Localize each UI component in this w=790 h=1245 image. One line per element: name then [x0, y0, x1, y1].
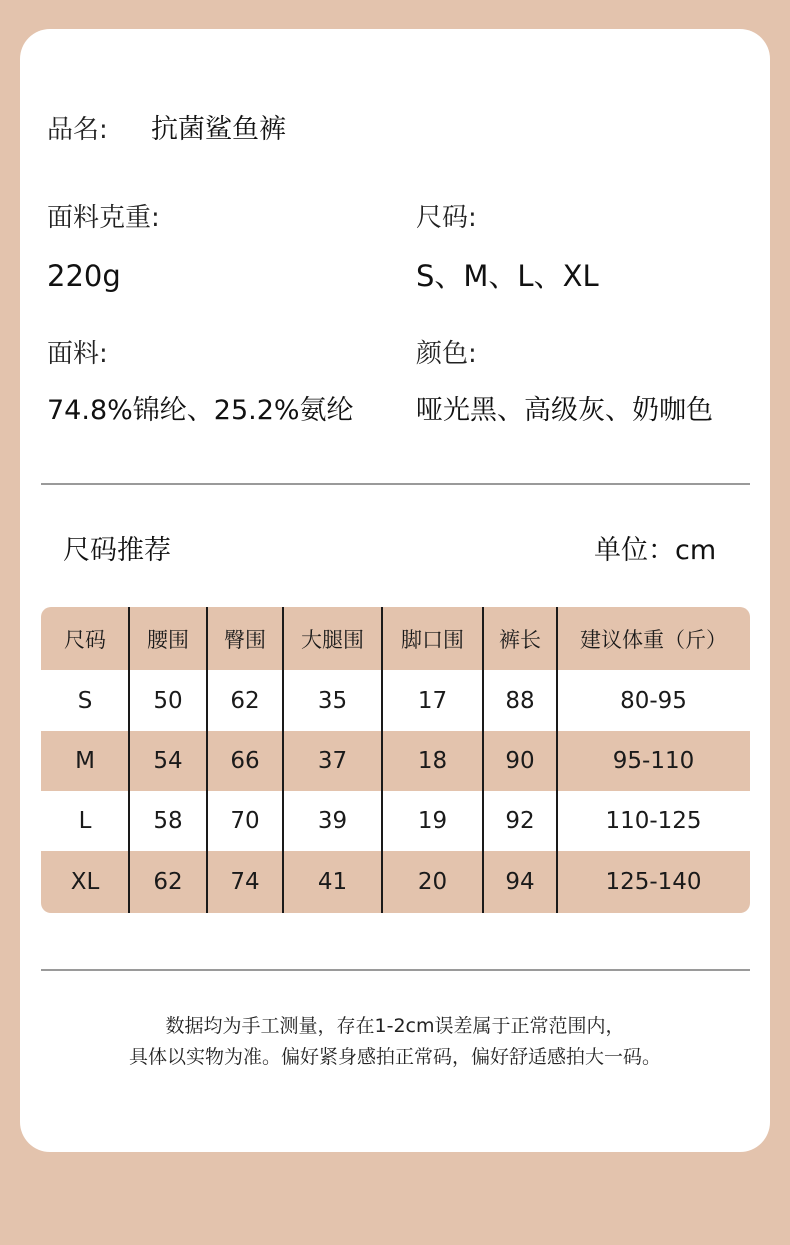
cell-size: M — [75, 748, 95, 774]
cell-thigh: 35 — [317, 687, 348, 714]
cell-hem: 17 — [417, 687, 448, 714]
size-table — [41, 607, 750, 913]
column-separator — [282, 607, 284, 913]
header-hip: 臀围 — [224, 627, 266, 652]
divider-bottom — [41, 969, 750, 971]
unit-label: 单位：cm — [594, 535, 717, 566]
cell-weight: 80-95 — [620, 687, 687, 714]
fabric-weight-label: 面料克重: — [47, 203, 160, 233]
divider-top — [41, 483, 750, 485]
cell-weight: 125-140 — [605, 869, 702, 895]
product-info-card — [20, 29, 770, 1152]
cell-length: 88 — [505, 687, 535, 714]
column-separator — [206, 607, 208, 913]
size-value: S、M、L、XL — [416, 259, 599, 293]
cell-thigh: 39 — [317, 808, 348, 834]
product-name-value: 抗菌鲨鱼裤 — [151, 114, 286, 145]
cell-thigh: 41 — [317, 869, 348, 895]
table-row — [41, 851, 750, 913]
cell-waist: 50 — [153, 687, 183, 714]
cell-hip: 74 — [230, 869, 260, 895]
cell-length: 90 — [505, 748, 535, 774]
cell-weight: 110-125 — [605, 808, 702, 834]
measurement-note-line2: 具体以实物为准。偏好紧身感拍正常码，偏好舒适感拍大一码。 — [128, 1046, 661, 1068]
cell-waist: 58 — [153, 808, 183, 834]
measurement-note-line1: 数据均为手工测量，存在1-2cm误差属于正常范围内， — [165, 1015, 625, 1037]
header-thigh: 大腿围 — [301, 627, 364, 652]
cell-length: 94 — [505, 869, 535, 895]
cell-hem: 20 — [417, 869, 448, 895]
color-label: 颜色: — [416, 339, 477, 369]
cell-thigh: 37 — [317, 748, 348, 774]
cell-size: S — [77, 687, 93, 714]
column-separator — [381, 607, 383, 913]
cell-length: 92 — [505, 808, 535, 834]
table-row — [41, 791, 750, 851]
cell-size: XL — [70, 869, 100, 895]
cell-waist: 54 — [153, 748, 183, 774]
header-waist: 腰围 — [147, 627, 189, 652]
size-label: 尺码: — [416, 203, 477, 233]
table-row — [41, 731, 750, 791]
cell-size: L — [78, 808, 92, 834]
column-separator — [556, 607, 558, 913]
table-header-row — [41, 607, 750, 670]
color-value: 哑光黑、高级灰、奶咖色 — [416, 395, 713, 426]
table-row — [41, 670, 750, 731]
fabric-value: 74.8%锦纶、25.2%氨纶 — [47, 395, 354, 426]
header-hem: 脚口围 — [401, 627, 464, 652]
fabric-weight-value: 220g — [47, 259, 121, 293]
product-name-label: 品名: — [47, 115, 108, 145]
cell-waist: 62 — [153, 869, 183, 895]
column-separator — [128, 607, 130, 913]
cell-hip: 66 — [230, 748, 260, 774]
header-weight: 建议体重（斤） — [580, 627, 727, 652]
header-size: 尺码 — [64, 627, 106, 652]
size-recommend-title: 尺码推荐 — [63, 535, 171, 566]
column-separator — [482, 607, 484, 913]
cell-hip: 70 — [230, 808, 260, 834]
cell-hem: 18 — [417, 748, 448, 774]
header-length: 裤长 — [499, 627, 541, 652]
cell-weight: 95-110 — [612, 748, 695, 774]
cell-hem: 19 — [417, 808, 448, 834]
fabric-label: 面料: — [47, 339, 108, 369]
cell-hip: 62 — [230, 687, 260, 714]
